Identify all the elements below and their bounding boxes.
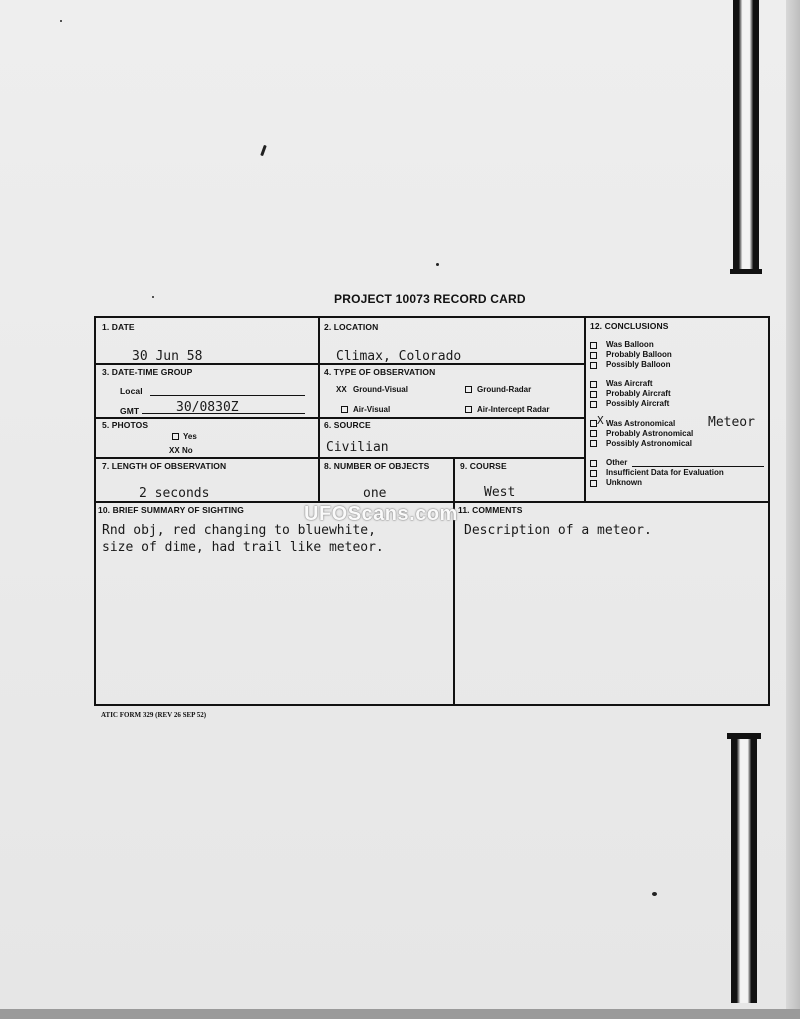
dtg-gmt-label: GMT bbox=[120, 406, 140, 416]
observation-type-label: 4. TYPE OF OBSERVATION bbox=[324, 367, 436, 377]
comments-label: 11. COMMENTS bbox=[458, 505, 523, 515]
air-visual-checkbox bbox=[341, 406, 348, 413]
objects-value: one bbox=[363, 486, 387, 501]
length-value: 2 seconds bbox=[139, 486, 210, 501]
grid-line bbox=[318, 318, 320, 501]
possibly-astronomical-option: Possibly Astronomical bbox=[606, 439, 692, 448]
unknown-checkbox bbox=[590, 480, 597, 487]
binder-bar-bottom bbox=[731, 733, 757, 1003]
card-title: PROJECT 10073 RECORD CARD bbox=[334, 292, 526, 306]
air-visual-option: Air-Visual bbox=[353, 405, 391, 414]
probably-aircraft-option: Probably Aircraft bbox=[606, 389, 671, 398]
objects-label: 8. NUMBER OF OBJECTS bbox=[324, 461, 430, 471]
date-label: 1. DATE bbox=[102, 322, 135, 332]
course-value: West bbox=[484, 485, 516, 500]
length-label: 7. LENGTH OF OBSERVATION bbox=[102, 461, 227, 471]
was-astronomical-check-mark: X bbox=[597, 414, 604, 427]
source-value: Civilian bbox=[326, 440, 389, 455]
conclusions-label: 12. CONCLUSIONS bbox=[590, 321, 669, 331]
page-edge-right bbox=[786, 0, 800, 1019]
insufficient-data-option: Insufficient Data for Evaluation bbox=[606, 468, 724, 477]
astronomical-note: Meteor bbox=[708, 415, 755, 430]
air-intercept-radar-option: Air-Intercept Radar bbox=[477, 405, 550, 414]
dtg-label: 3. DATE-TIME GROUP bbox=[102, 367, 193, 377]
source-label: 6. SOURCE bbox=[324, 420, 371, 430]
possibly-aircraft-option: Possibly Aircraft bbox=[606, 399, 670, 408]
was-balloon-checkbox bbox=[590, 342, 597, 349]
grid-line bbox=[96, 417, 584, 419]
form-footer: ATIC FORM 329 (REV 26 SEP 52) bbox=[101, 711, 207, 719]
location-label: 2. LOCATION bbox=[324, 322, 379, 332]
photos-yes-option: Yes bbox=[183, 432, 197, 441]
was-aircraft-option: Was Aircraft bbox=[606, 379, 653, 388]
grid-line bbox=[96, 457, 584, 459]
photos-label: 5. PHOTOS bbox=[102, 420, 149, 430]
dust-speck bbox=[260, 145, 267, 156]
other-checkbox bbox=[590, 460, 597, 467]
possibly-balloon-option: Possibly Balloon bbox=[606, 360, 671, 369]
dust-speck bbox=[652, 892, 657, 896]
ground-radar-option: Ground-Radar bbox=[477, 385, 532, 394]
binder-bar-top bbox=[733, 0, 759, 272]
was-aircraft-checkbox bbox=[590, 381, 597, 388]
ground-visual-option: Ground-Visual bbox=[353, 385, 408, 394]
was-astronomical-option: Was Astronomical bbox=[606, 419, 676, 428]
course-label: 9. COURSE bbox=[460, 461, 507, 471]
air-intercept-radar-checkbox bbox=[465, 406, 472, 413]
summary-line-2: size of dime, had trail like meteor. bbox=[102, 540, 384, 555]
summary-line-1: Rnd obj, red changing to bluewhite, bbox=[102, 523, 376, 538]
other-line bbox=[632, 466, 764, 467]
dtg-local-label: Local bbox=[120, 386, 143, 396]
unknown-option: Unknown bbox=[606, 478, 642, 487]
grid-line bbox=[584, 318, 586, 501]
photos-no-option: No bbox=[182, 446, 193, 455]
ground-radar-checkbox bbox=[465, 386, 472, 393]
dtg-local-line bbox=[150, 395, 305, 396]
insufficient-data-checkbox bbox=[590, 470, 597, 477]
possibly-balloon-checkbox bbox=[590, 362, 597, 369]
probably-aircraft-checkbox bbox=[590, 391, 597, 398]
probably-astronomical-checkbox bbox=[590, 430, 597, 437]
was-balloon-option: Was Balloon bbox=[606, 340, 654, 349]
location-value: Climax, Colorado bbox=[336, 349, 462, 364]
summary-label: 10. BRIEF SUMMARY OF SIGHTING bbox=[98, 505, 244, 515]
dtg-gmt-value: 30/0830Z bbox=[176, 400, 239, 415]
was-astronomical-checkbox bbox=[590, 420, 597, 427]
possibly-aircraft-checkbox bbox=[590, 401, 597, 408]
photos-yes-checkbox bbox=[172, 433, 179, 440]
site-watermark: UFOScans.com bbox=[304, 503, 458, 525]
probably-balloon-checkbox bbox=[590, 352, 597, 359]
grid-line bbox=[453, 457, 455, 706]
other-option: Other bbox=[606, 458, 628, 467]
photos-no-checkbox-mark: XX bbox=[169, 446, 180, 455]
possibly-astronomical-checkbox bbox=[590, 440, 597, 447]
dust-speck bbox=[152, 296, 154, 298]
probably-balloon-option: Probably Balloon bbox=[606, 350, 672, 359]
comments-value: Description of a meteor. bbox=[464, 523, 652, 538]
ground-visual-checkbox-mark: XX bbox=[336, 385, 347, 394]
dust-speck bbox=[60, 20, 62, 22]
dust-speck bbox=[436, 263, 439, 266]
date-value: 30 Jun 58 bbox=[132, 349, 203, 364]
probably-astronomical-option: Probably Astronomical bbox=[606, 429, 694, 438]
page-edge-bottom bbox=[0, 1009, 800, 1019]
